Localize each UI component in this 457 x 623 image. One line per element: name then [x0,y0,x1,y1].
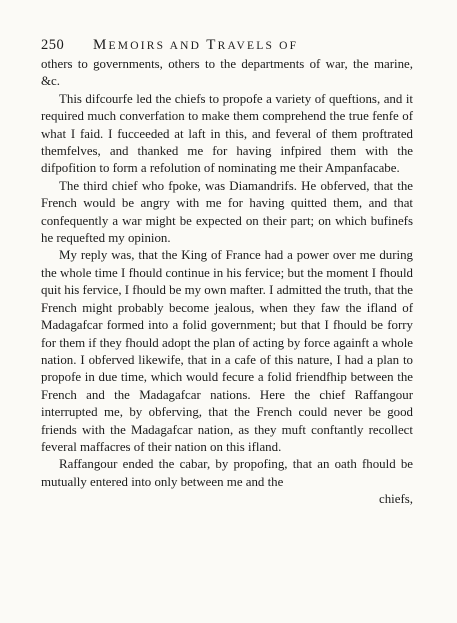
paragraph: The third chief who fpoke, was Diamandrifs. He obferved, that the French would be angry with me for having quitted them, and that confequently a war might be expected on their part; on which bufinefs he requefted my opinion. [41,178,413,246]
running-title-part: M [93,37,109,53]
running-title-part: T [206,37,218,53]
running-title [93,34,298,57]
catchword: chiefs, [378,492,413,507]
paragraph: My reply was, that the King of France had a power over me during the whole time I fhould continue in his fervice; but the moment I fhould quit his fervice, I fhould be my own mafter. I admitted the truth, that the French might probably become jealous, when they faw the ifland of Madagafcar formed into a folid government; but that I fhould be forry for them if they fhould adopt the plan of acting by force againft a whole nation. I obferved likewife, that in a cafe of this nature, I had a plan to propofe in due time, which would fecure a folid friendfhip between the French and the Madagafcar nations. Here the chief Raffangour interrupted me, by obferving, that the French could never be good friends with the Madagafcar nation, as they muft conftantly recollect feveral maffacres of their nation on this ifland. [41,248,413,454]
running-title-part: OF [279,40,299,52]
running-title-part: RAVELS [217,40,280,52]
running-title-part: AND [169,40,207,52]
running-title-part: EMOIRS [108,40,170,52]
paragraph: This difcourfe led the chiefs to propofe a variety of queftions, and it required much converfation to make them comprehend the true fenfe of what I faid. I fucceeded at laft in this, and feveral of them proftrated themfelves, and thanked me for having infpired them with the difpofition to form a refolution of nominating me their Ampanfacabe. [41,91,413,176]
page-number: 250 [41,37,65,53]
paragraph: others to governments, others to the departments of war, the marine, &c. [41,57,413,89]
paragraph: Raffangour ended the cabar, by propofing, that an oath fhould be mutually entered into only between me and the [41,457,413,489]
body-text [41,56,413,491]
running-head [41,34,413,56]
